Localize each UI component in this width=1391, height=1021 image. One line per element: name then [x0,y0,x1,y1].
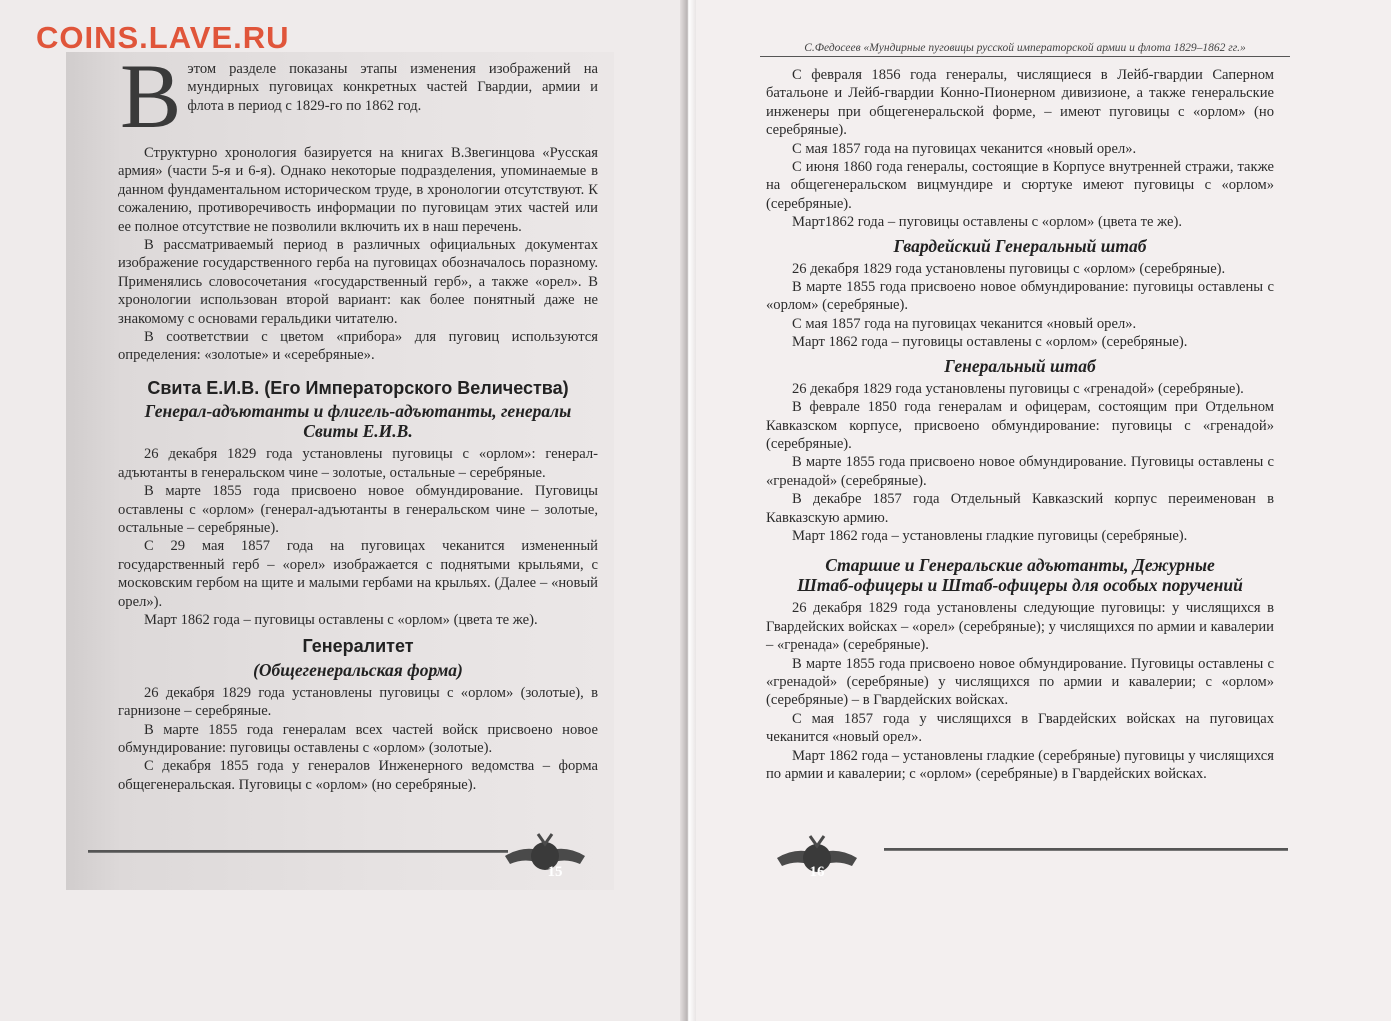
paragraph: Март 1862 года – установлены гладкие пуговицы (серебряные). [792,527,1188,544]
intro-paragraph: этом разделе показаны этапы изменения изображений на мундирных пуговицах конкретных частей Гвардии, армии и флота в период с 1829-го по 1862 год. [187,61,598,114]
book-spine [680,0,696,1021]
section-title: Гвардейский Генеральный штаб [893,235,1147,256]
paragraph: С 29 мая 1857 года на пуговицах чеканится измененный государственный герб – «орел» изображается с поднятыми крыльями, с московским гербом на щите и малыми гербами на крыльях. (Далее – «новый орел»). [118,538,598,610]
paragraph: С декабря 1855 года у генералов Инженерного ведомства – форма общегенеральская. Пуговицы с «орлом» (но серебряные). [118,758,598,793]
section-title: Генеральный штаб [944,355,1096,376]
paragraph: 26 декабря 1829 года установлены пуговицы с «орлом»: генерал-адъютанты в генеральском чине – золотые, остальные – серебряные. [118,446,598,481]
paragraph: Март 1862 года – пуговицы оставлены с «орлом» (цвета те же). [144,611,538,628]
paragraph: В марте 1855 года присвоено новое обмундирование: пуговицы оставлены с «орлом» (серебряные). [766,279,1274,314]
page-number: 15 [547,864,563,880]
paragraph: С мая 1857 года на пуговицах чеканится «новый орел». [792,315,1137,332]
paragraph: В соответствии с цветом «прибора» для пуговиц используются определения: «золотые» и «серебряные». [118,329,598,364]
paragraph: 26 декабря 1829 года установлены пуговицы с «гренадой» (серебряные). [792,380,1244,397]
right-column [766,66,1274,783]
running-head: С.Федосеев «Мундирные пуговицы русской императорской армии и флота 1829–1862 гг.» [760,42,1290,57]
section-title: Старшие и Генеральские адъютанты, Дежурные Штаб-офицеры и Штаб-офицеры для особых поручений [797,555,1243,596]
drop-cap: В [120,45,182,147]
paragraph: С февраля 1856 года генералы, числящиеся в Лейб-гвардии Саперном батальоне и Лейб-гвардии Конно-Пионерном дивизионе, а также генеральские инженеры при общегенеральской форме, – имеют пуговицы с «орлом» (но серебряные). [766,67,1274,139]
paragraph: В декабре 1857 года Отдельный Кавказский корпус переименован в Кавказскую армию. [766,491,1274,526]
left-column [118,45,598,794]
paragraph: С мая 1857 года на пуговицах чеканится «новый орел». [792,140,1137,157]
paragraph: В феврале 1850 года генералам и офицерам, состоящим при Отдельном Кавказском корпусе, присвоено обмундирование: пуговицы с «гренадой» (серебряные). [766,399,1274,452]
paragraph: В марте 1855 года присвоено новое обмундирование. Пуговицы оставлены с «орлом» (генерал-адъютанты в генеральском чине – золотые, остальные – серебряные). [118,483,598,536]
paragraph: 26 декабря 1829 года установлены пуговицы с «орлом» (золотые), в гарнизоне – серебряные. [118,684,598,720]
subsection-title: (Общегенеральская форма) [253,659,463,680]
paragraph: 26 декабря 1829 года установлены пуговицы с «орлом» (серебряные). [792,260,1226,277]
paragraph: В марте 1855 года присвоено новое обмундирование. Пуговицы оставлены с «гренадой» (серебряные) у числящихся по армии и кавалерии; с «орлом» (серебряные) – в Гвардейских войсках. [766,655,1274,709]
paragraph: С июня 1860 года генералы, состоящие в Корпусе внутренней стражи, также на общегенеральском вицмундире и сюртуке имеют пуговицы с «орлом» (серебряные). [766,159,1274,212]
paragraph: Март1862 года – пуговицы оставлены с «орлом» (цвета те же). [792,214,1182,231]
paragraph: В рассматриваемый период в различных официальных документах изображение государственного герба на пуговицах обозначалось поразному. Применялись словосочетания «государственный герб», а также «орел». В хронологии использован второй вариант: как более понятный даже не знакомому с основами геральдики читателю. [118,237,598,327]
paragraph: С мая 1857 года у числящихся в Гвардейских войсках на пуговицах чеканится «новый орел». [766,710,1274,746]
watermark: COINS.LAVE.RU [36,20,290,55]
section-title: Генералитет [302,636,414,657]
paragraph: 26 декабря 1829 года установлены следующие пуговицы: у числящихся в Гвардейских войсках – «орел» (серебряные); у числящихся по армии и кавалерии – «гренада» (серебряные). [766,600,1274,654]
intro-block [118,45,598,147]
paragraph: Структурно хронология базируется на книгах В.Звегинцова «Русская армия» (части 5-я и 6-я). Однако некоторые подразделения, упоминаемые в данном фундаментальном историческом труде, в хронологии отсутствуют. К сожалению, противоречивость информации по пуговицам этих частей или ее полное отсутствие не позволили включить их в наш перечень. [118,145,598,235]
paragraph: В марте 1855 года генералам всех частей войск присвоено новое обмундирование: пуговицы оставлены с «орлом» (золотые). [118,721,598,756]
footer-rule [884,848,1288,851]
paragraph: В марте 1855 года присвоено новое обмундирование. Пуговицы оставлены с «гренадой» (серебряные). [766,454,1274,489]
paragraph: Март 1862 года – пуговицы оставлены с «орлом» (серебряные). [792,334,1188,351]
section-title: Свита Е.И.В. (Его Императорского Величества) [147,377,569,398]
page-number: 16 [809,864,825,880]
subsection-title: Генерал-адъютанты и флигель-адъютанты, генералы Свиты Е.И.В. [144,401,572,442]
footer-rule [88,850,508,853]
paragraph: Март 1862 года – установлены гладкие (серебряные) пуговицы у числящихся по армии и кавалерии; с «орлом» (серебряные) в Гвардейских войсках. [766,747,1274,782]
